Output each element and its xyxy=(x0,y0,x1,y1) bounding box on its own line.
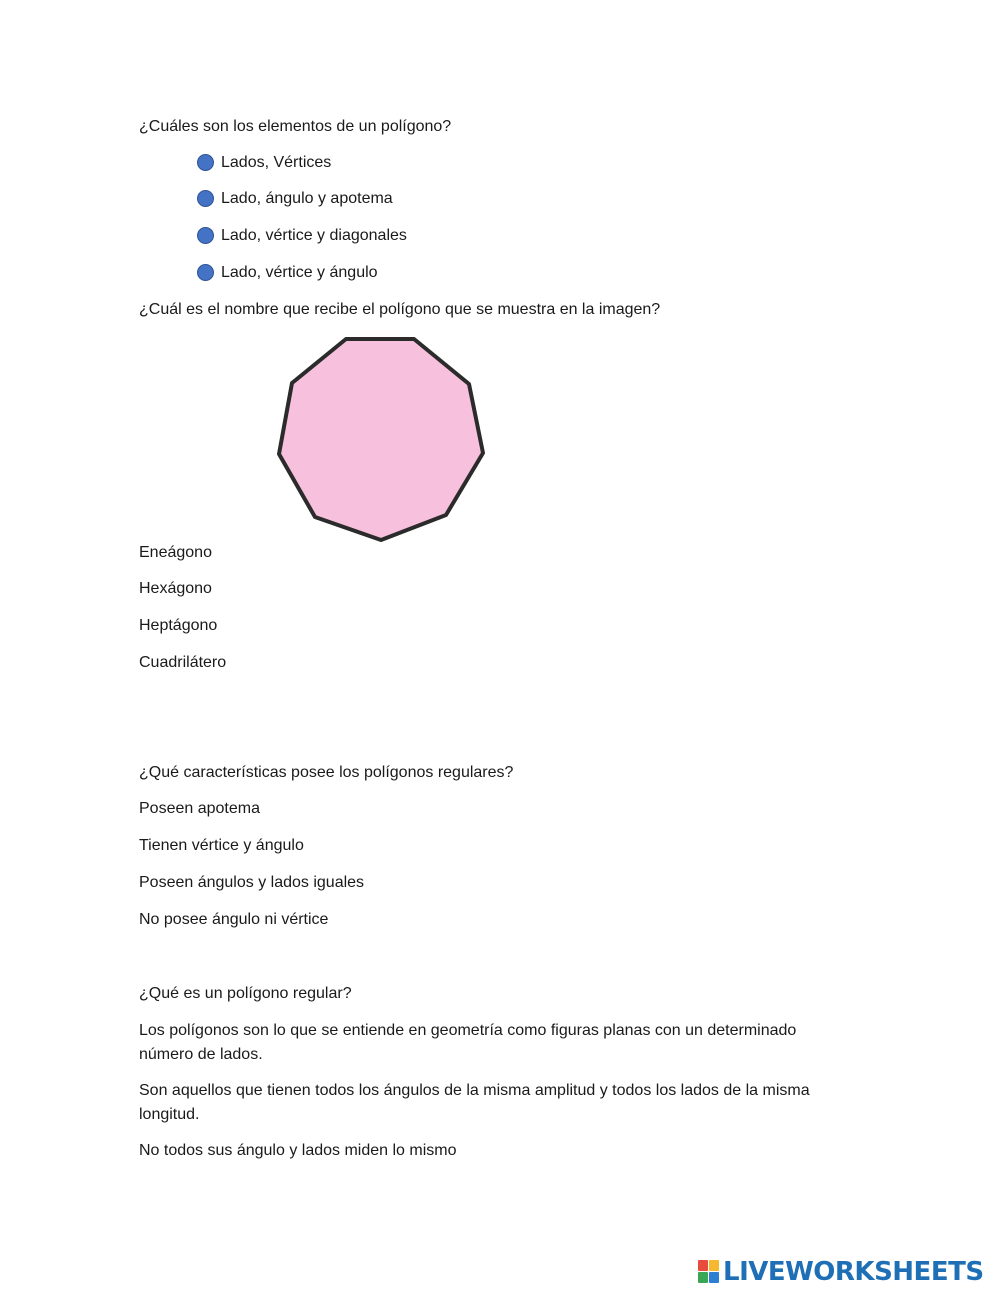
q2-option-1[interactable]: Eneágono xyxy=(139,544,212,561)
radio-button[interactable] xyxy=(197,264,214,281)
option-label: Lado, vértice y diagonales xyxy=(221,227,407,244)
question-4-text: ¿Qué es un polígono regular? xyxy=(139,985,352,1002)
q3-option-3[interactable]: Poseen ángulos y lados iguales xyxy=(139,874,365,891)
q4-option-2[interactable]: Son aquellos que tienen todos los ángulos de la misma amplitud y todos los lados de la misma longitud. xyxy=(139,1082,810,1123)
logo-mark-icon xyxy=(698,1260,720,1284)
radio-button[interactable] xyxy=(197,227,214,244)
q3-option-1[interactable]: Poseen apotema xyxy=(139,800,260,817)
q3-option-4[interactable]: No posee ángulo ni vértice xyxy=(139,911,329,928)
q4-option-3[interactable]: No todos sus ángulo y lados miden lo mismo xyxy=(139,1142,457,1159)
logo-wordmark: LIVEWORKSHEETS xyxy=(723,1257,984,1287)
q4-option-1[interactable]: Los polígonos son lo que se entiende en geometría como figuras planas con un determinado número de lados. xyxy=(139,1022,797,1063)
question-3-text: ¿Qué características posee los polígonos regulares? xyxy=(139,764,514,781)
option-label: Lado, ángulo y apotema xyxy=(221,190,393,207)
q2-option-4[interactable]: Cuadrilátero xyxy=(139,654,227,671)
radio-button[interactable] xyxy=(197,190,214,207)
question-1-text: ¿Cuáles son los elementos de un polígono? xyxy=(139,118,452,135)
question-2-text: ¿Cuál es el nombre que recibe el polígono que se muestra en la imagen? xyxy=(139,301,661,318)
q2-option-2[interactable]: Hexágono xyxy=(139,580,212,597)
option-label: Lados, Vértices xyxy=(221,154,332,171)
q3-option-2[interactable]: Tienen vértice y ángulo xyxy=(139,837,304,854)
q2-option-3[interactable]: Heptágono xyxy=(139,617,218,634)
nonagon-shape xyxy=(279,339,483,540)
option-label: Lado, vértice y ángulo xyxy=(221,264,378,281)
radio-button[interactable] xyxy=(197,154,214,171)
nonagon-image xyxy=(270,332,494,548)
